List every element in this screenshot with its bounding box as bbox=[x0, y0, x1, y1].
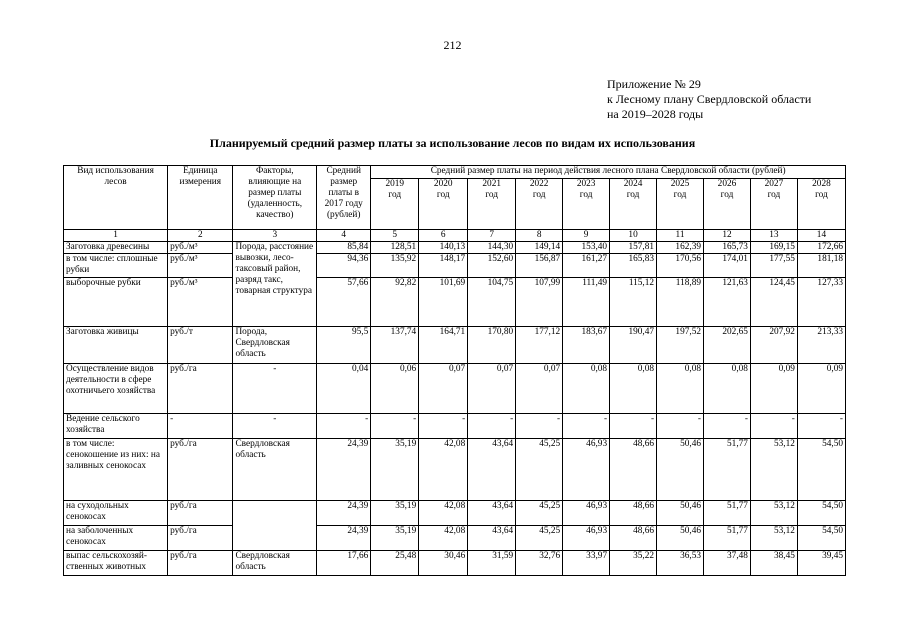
row-value: 162,39 bbox=[657, 242, 704, 254]
row-value: 161,27 bbox=[563, 254, 610, 278]
row-value: 213,33 bbox=[797, 327, 845, 364]
column-number: 10 bbox=[610, 230, 657, 242]
row-value: 170,56 bbox=[657, 254, 704, 278]
row-value: 43,64 bbox=[468, 526, 516, 551]
row-value: - bbox=[750, 414, 797, 439]
row-value: 165,73 bbox=[704, 242, 751, 254]
payment-table bbox=[63, 165, 846, 576]
header-year-suffix: год bbox=[767, 190, 781, 200]
row-value: 51,77 bbox=[704, 501, 751, 526]
row-factors: - bbox=[233, 364, 317, 414]
row-factors bbox=[233, 526, 317, 551]
row-use-type: Осуществление видов деятельности в сфере охотничьего хозяйства bbox=[64, 364, 168, 414]
table-row bbox=[64, 278, 846, 327]
row-value: 0,08 bbox=[704, 364, 751, 414]
row-value: 35,19 bbox=[371, 526, 419, 551]
header-year-suffix: год bbox=[673, 190, 687, 200]
row-value: 174,01 bbox=[704, 254, 751, 278]
row-unit: руб./га bbox=[168, 526, 233, 551]
column-number: 4 bbox=[317, 230, 371, 242]
table-row bbox=[64, 551, 846, 576]
header-year bbox=[704, 179, 751, 230]
row-value: 95,5 bbox=[317, 327, 371, 364]
row-factors: - bbox=[233, 414, 317, 439]
header-year bbox=[468, 179, 516, 230]
row-value: 39,45 bbox=[797, 551, 845, 576]
row-value: 54,50 bbox=[797, 439, 845, 501]
header-year-suffix: год bbox=[436, 190, 450, 200]
row-value: 121,63 bbox=[704, 278, 751, 327]
header-year bbox=[516, 179, 563, 230]
column-number: 11 bbox=[657, 230, 704, 242]
row-value: 101,69 bbox=[419, 278, 468, 327]
row-use-type: Ведение сельского хозяйства bbox=[64, 414, 168, 439]
page-number: 212 bbox=[443, 38, 462, 52]
table-row bbox=[64, 526, 846, 551]
row-value: 118,89 bbox=[657, 278, 704, 327]
row-value: 157,81 bbox=[610, 242, 657, 254]
row-value: 30,46 bbox=[419, 551, 468, 576]
row-value: 45,25 bbox=[516, 439, 563, 501]
appendix-line-1: Приложение № 29 bbox=[607, 77, 701, 91]
header-year-number: 2023 bbox=[576, 179, 596, 189]
row-value: - bbox=[657, 414, 704, 439]
row-factors bbox=[233, 501, 317, 526]
row-value: 36,53 bbox=[657, 551, 704, 576]
row-value: 54,50 bbox=[797, 526, 845, 551]
row-unit: руб./га bbox=[168, 439, 233, 501]
row-value: 48,66 bbox=[610, 526, 657, 551]
row-value: 53,12 bbox=[750, 439, 797, 501]
header-year-suffix: год bbox=[532, 190, 546, 200]
row-value: 153,40 bbox=[563, 242, 610, 254]
row-value: - bbox=[704, 414, 751, 439]
row-value: 111,49 bbox=[563, 278, 610, 327]
appendix-line-3: на 2019–2028 годы bbox=[607, 107, 704, 121]
table-row bbox=[64, 414, 846, 439]
header-period: Средний размер платы на период действия лесного плана Свердловской области (рублей) bbox=[371, 166, 846, 179]
header-year-suffix: год bbox=[720, 190, 734, 200]
column-number: 3 bbox=[233, 230, 317, 242]
column-number: 12 bbox=[704, 230, 751, 242]
row-use-type: в том числе: сплошные рубки bbox=[64, 254, 168, 278]
row-value: 135,92 bbox=[371, 254, 419, 278]
row-unit: руб./м³ bbox=[168, 278, 233, 327]
row-value: 57,66 bbox=[317, 278, 371, 327]
row-value: 54,50 bbox=[797, 501, 845, 526]
row-value: 0,04 bbox=[317, 364, 371, 414]
column-number: 8 bbox=[516, 230, 563, 242]
row-factors: Свердловская область bbox=[233, 551, 317, 576]
row-use-type: на суходольных сенокосах bbox=[64, 501, 168, 526]
row-value: 50,46 bbox=[657, 526, 704, 551]
row-value: 51,77 bbox=[704, 439, 751, 501]
row-use-type: на заболоченных сенокосах bbox=[64, 526, 168, 551]
row-value: 35,19 bbox=[371, 501, 419, 526]
row-value: 48,66 bbox=[610, 439, 657, 501]
row-value: 31,59 bbox=[468, 551, 516, 576]
header-year-number: 2021 bbox=[482, 179, 501, 189]
row-use-type: в том числе: сенокошение из них: на заливных сенокосах bbox=[64, 439, 168, 501]
row-value: - bbox=[468, 414, 516, 439]
row-value: 0,08 bbox=[657, 364, 704, 414]
row-value: 190,47 bbox=[610, 327, 657, 364]
row-value: 50,46 bbox=[657, 501, 704, 526]
row-value: 48,66 bbox=[610, 501, 657, 526]
row-use-type: Заготовка древесины bbox=[64, 242, 168, 254]
row-value: 207,92 bbox=[750, 327, 797, 364]
column-number: 6 bbox=[419, 230, 468, 242]
row-value: 25,48 bbox=[371, 551, 419, 576]
row-value: 42,08 bbox=[419, 501, 468, 526]
row-value: 53,12 bbox=[750, 501, 797, 526]
row-value: 45,25 bbox=[516, 526, 563, 551]
header-year-suffix: год bbox=[815, 190, 828, 200]
row-value: - bbox=[317, 414, 371, 439]
header-year bbox=[657, 179, 704, 230]
row-value: 165,83 bbox=[610, 254, 657, 278]
row-unit: руб./т bbox=[168, 327, 233, 364]
row-value: 33,97 bbox=[563, 551, 610, 576]
table-row bbox=[64, 254, 846, 278]
column-number: 9 bbox=[563, 230, 610, 242]
row-unit: руб./м³ bbox=[168, 242, 233, 254]
row-value: 0,08 bbox=[610, 364, 657, 414]
header-year-suffix: год bbox=[485, 190, 499, 200]
row-value: 104,75 bbox=[468, 278, 516, 327]
header-year-suffix: год bbox=[579, 190, 593, 200]
table-row bbox=[64, 501, 846, 526]
header-year-number: 2025 bbox=[670, 179, 690, 189]
row-value: 37,48 bbox=[704, 551, 751, 576]
row-value: 115,12 bbox=[610, 278, 657, 327]
row-value: 85,84 bbox=[317, 242, 371, 254]
header-year-number: 2027 bbox=[764, 179, 784, 189]
row-value: 46,93 bbox=[563, 526, 610, 551]
row-value: 202,65 bbox=[704, 327, 751, 364]
row-value: 51,77 bbox=[704, 526, 751, 551]
row-value: 38,45 bbox=[750, 551, 797, 576]
row-value: 128,51 bbox=[371, 242, 419, 254]
row-value: 172,66 bbox=[797, 242, 845, 254]
header-year-number: 2019 bbox=[385, 179, 405, 189]
row-value: 0,09 bbox=[750, 364, 797, 414]
row-value: 149,14 bbox=[516, 242, 563, 254]
row-value: 43,64 bbox=[468, 439, 516, 501]
row-use-type: Заготовка живицы bbox=[64, 327, 168, 364]
header-year-number: 2022 bbox=[529, 179, 549, 189]
row-value: 144,30 bbox=[468, 242, 516, 254]
row-value: 43,64 bbox=[468, 501, 516, 526]
row-value: - bbox=[371, 414, 419, 439]
column-number: 13 bbox=[750, 230, 797, 242]
header-factors: Факторы, влияющие на размер платы (удаленность, качество) bbox=[233, 166, 317, 230]
row-value: 46,93 bbox=[563, 439, 610, 501]
row-value: 169,15 bbox=[750, 242, 797, 254]
header-use-type: Вид использования лесов bbox=[64, 166, 168, 230]
row-value: 35,22 bbox=[610, 551, 657, 576]
row-value: 24,39 bbox=[317, 439, 371, 501]
row-value: - bbox=[797, 414, 845, 439]
header-year bbox=[750, 179, 797, 230]
row-value: 177,55 bbox=[750, 254, 797, 278]
row-use-type: выборочные рубки bbox=[64, 278, 168, 327]
row-value: 137,74 bbox=[371, 327, 419, 364]
document-title: Планируемый средний размер платы за использование лесов по видам их использования bbox=[209, 136, 696, 150]
column-number: 5 bbox=[371, 230, 419, 242]
row-unit: руб./га bbox=[168, 551, 233, 576]
header-year-suffix: год bbox=[626, 190, 640, 200]
row-value: 124,45 bbox=[750, 278, 797, 327]
row-factors: Порода, Свердловская область bbox=[233, 327, 317, 364]
row-value: 45,25 bbox=[516, 501, 563, 526]
row-value: 50,46 bbox=[657, 439, 704, 501]
row-value: 0,07 bbox=[516, 364, 563, 414]
row-use-type: выпас сельскохозяй-ственных животных bbox=[64, 551, 168, 576]
header-year bbox=[371, 179, 419, 230]
row-value: - bbox=[419, 414, 468, 439]
row-value: 107,99 bbox=[516, 278, 563, 327]
row-value: 24,39 bbox=[317, 501, 371, 526]
row-value: 0,07 bbox=[419, 364, 468, 414]
row-value: 181,18 bbox=[797, 254, 845, 278]
row-value: 0,07 bbox=[468, 364, 516, 414]
column-number: 1 bbox=[64, 230, 168, 242]
header-year bbox=[797, 179, 845, 230]
row-value: 197,52 bbox=[657, 327, 704, 364]
header-unit: Единица измерения bbox=[168, 166, 233, 230]
row-value: 0,06 bbox=[371, 364, 419, 414]
row-value: - bbox=[516, 414, 563, 439]
row-value: 164,71 bbox=[419, 327, 468, 364]
row-value: 46,93 bbox=[563, 501, 610, 526]
appendix-note bbox=[607, 77, 811, 122]
row-factors: Порода, расстояние вывозки, лесо-таксовый район, разряд такс, товарная структура bbox=[233, 242, 317, 327]
row-unit: руб./га bbox=[168, 501, 233, 526]
row-value: 127,33 bbox=[797, 278, 845, 327]
row-value: 92,82 bbox=[371, 278, 419, 327]
appendix-line-2: к Лесному плану Свердловской области bbox=[607, 92, 812, 106]
table-row bbox=[64, 327, 846, 364]
header-year-number: 2024 bbox=[623, 179, 643, 189]
row-value: - bbox=[563, 414, 610, 439]
row-value: 170,80 bbox=[468, 327, 516, 364]
row-value: 183,67 bbox=[563, 327, 610, 364]
table-row bbox=[64, 364, 846, 414]
row-value: 140,13 bbox=[419, 242, 468, 254]
column-number: 14 bbox=[797, 230, 845, 242]
header-year-number: 2028 bbox=[812, 179, 831, 189]
table-row bbox=[64, 242, 846, 254]
header-year-suffix: год bbox=[388, 190, 402, 200]
row-value: - bbox=[610, 414, 657, 439]
row-value: 152,60 bbox=[468, 254, 516, 278]
row-value: 177,12 bbox=[516, 327, 563, 364]
header-avg-2017: Средний размер платы в 2017 году (рублей) bbox=[317, 166, 371, 230]
row-value: 0,09 bbox=[797, 364, 845, 414]
row-value: 42,08 bbox=[419, 439, 468, 501]
row-value: 35,19 bbox=[371, 439, 419, 501]
row-value: 42,08 bbox=[419, 526, 468, 551]
row-unit: - bbox=[168, 414, 233, 439]
row-factors: Свердловская область bbox=[233, 439, 317, 501]
row-unit: руб./м³ bbox=[168, 254, 233, 278]
row-value: 156,87 bbox=[516, 254, 563, 278]
header-year-number: 2026 bbox=[717, 179, 737, 189]
row-value: 0,08 bbox=[563, 364, 610, 414]
row-value: 17,66 bbox=[317, 551, 371, 576]
column-number: 2 bbox=[168, 230, 233, 242]
header-year-number: 2020 bbox=[433, 179, 453, 189]
row-value: 24,39 bbox=[317, 526, 371, 551]
row-unit: руб./га bbox=[168, 364, 233, 414]
header-year bbox=[419, 179, 468, 230]
header-year bbox=[610, 179, 657, 230]
row-value: 32,76 bbox=[516, 551, 563, 576]
table-row bbox=[64, 439, 846, 501]
row-value: 148,17 bbox=[419, 254, 468, 278]
column-number: 7 bbox=[468, 230, 516, 242]
row-value: 94,36 bbox=[317, 254, 371, 278]
row-value: 53,12 bbox=[750, 526, 797, 551]
header-year bbox=[563, 179, 610, 230]
